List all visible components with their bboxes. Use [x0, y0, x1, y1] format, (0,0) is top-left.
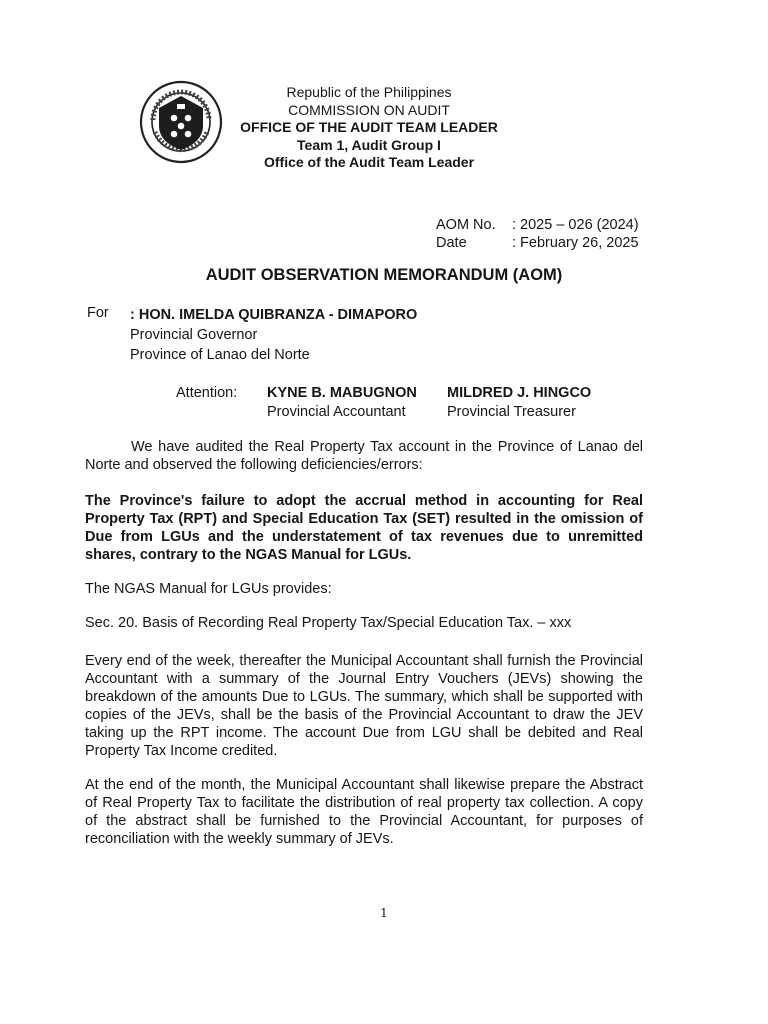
coa-seal-icon [139, 80, 223, 164]
aom-number-value: : 2025 – 026 (2024) [512, 217, 639, 233]
finding-paragraph: The Province's failure to adopt the accrual method in accounting for Real Property Tax (RPT) and Special Education Tax (SET) resulted in the omission of Due from LGUs and the understatement of tax revenues due to unremitted shares, contrary to the NGAS Manual for LGUs. [85, 493, 643, 563]
section-paragraph: Sec. 20. Basis of Recording Real Property Tax/Special Education Tax. – xxx [85, 615, 572, 631]
attention-person-2-title: Provincial Treasurer [447, 404, 576, 420]
page-number: 1 [380, 906, 388, 920]
addressee-block [130, 305, 417, 365]
date-label: Date [436, 235, 467, 251]
addressee-name: : HON. IMELDA QUIBRANZA - DIMAPORO [130, 307, 418, 323]
letterhead-agency: COMMISSION ON AUDIT [288, 101, 450, 118]
attention-person-2-name: MILDRED J. HINGCO [447, 385, 592, 401]
letterhead-suboffice: Office of the Audit Team Leader [263, 154, 475, 170]
attention-person-1-name: KYNE B. MABUGNON [267, 385, 417, 401]
attention-person-1 [267, 384, 417, 422]
letterhead [236, 84, 502, 172]
letterhead-team: Team 1, Audit Group I [297, 136, 441, 153]
letterhead-republic: Republic of the Philippines [286, 84, 452, 100]
reference-block [436, 216, 639, 252]
intro-paragraph: We have audited the Real Property Tax account in the Province of Lanao del Norte and observed the following deficiencies/errors: [85, 439, 643, 473]
document-title: AUDIT OBSERVATION MEMORANDUM (AOM) [205, 266, 563, 284]
weekly-paragraph: Every end of the week, thereafter the Municipal Accountant shall furnish the Provincial Accountant with a summary of the Journal Entry Vouchers (JEVs) showing the breakdown of the amounts Due to LGUs. The summary, which shall be supported with copies of the JEVs, shall be the basis of the Provincial Accountant to draw the JEV taking up the RPT income. The account Due from LGU shall be debited and Real Property Tax Income credited. [85, 653, 643, 759]
attention-person-1-title: Provincial Accountant [267, 404, 406, 420]
for-label: For [87, 305, 109, 321]
monthly-paragraph: At the end of the month, the Municipal Accountant shall likewise prepare the Abstract of Real Property Tax to facilitate the distribution of real property tax collection. A copy of the abstract shall be furnished to the Provincial Accountant, for purposes of reconciliation with the weekly summary of JEVs. [85, 777, 643, 847]
attention-label: Attention: [176, 385, 238, 401]
date-value: : February 26, 2025 [512, 235, 639, 251]
addressee-position: Provincial Governor [130, 327, 258, 343]
aom-number-label: AOM No. [436, 217, 496, 233]
addressee-office: Province of Lanao del Norte [130, 347, 310, 363]
letterhead-office: OFFICE OF THE AUDIT TEAM LEADER [240, 119, 498, 135]
ngas-paragraph: The NGAS Manual for LGUs provides: [85, 581, 332, 597]
attention-person-2 [447, 384, 591, 422]
